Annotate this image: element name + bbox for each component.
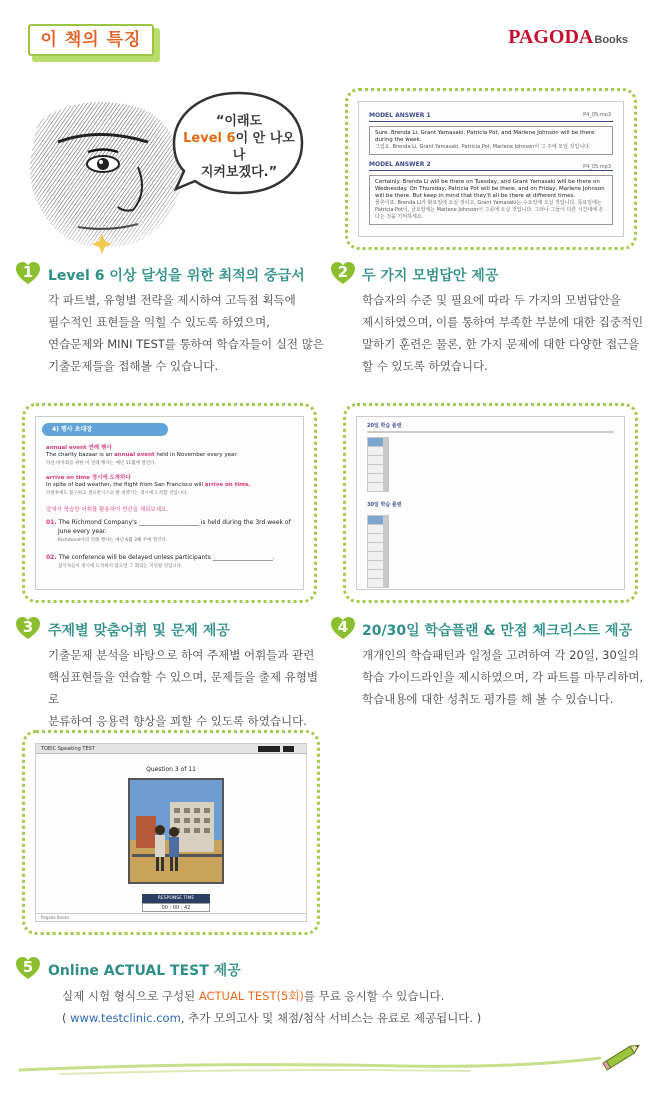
plan-20-day-table xyxy=(367,437,389,492)
study-plan-preview-card xyxy=(343,403,638,603)
model-answer-1-box: Sure. Brenda Li, Grant Yamasaki, Patricia Pot, and Marlene Johnson will be there during the week. 그럼요. Brenda Li, Grant Yamasaki, Patricia Pot, Marlene Johnson이 그 주에 모일 것입니다. xyxy=(369,126,613,155)
model-answer-preview xyxy=(358,101,624,237)
brand-logo: PAGODABooks xyxy=(508,26,628,48)
audio-file-label: P4_05.mp3 xyxy=(583,112,611,118)
vocabulary-preview-card xyxy=(22,403,317,603)
page-title: 이 책의 특징 xyxy=(28,24,154,56)
feature-5-description: 실제 시험 형식으로 구성된 ACTUAL TEST(5회)를 무료 응시할 수 있습니다. ( www.testclinic.com, 추가 모의고사 및 채점/첨삭 서비스는 유료로 제공됩니다. ) xyxy=(62,989,482,1025)
online-test-preview-card xyxy=(22,730,320,935)
feature-5-title: Online ACTUAL TEST 제공 xyxy=(48,963,241,979)
test-window-footer: Pagoda Books xyxy=(36,913,306,921)
test-window-button xyxy=(258,746,280,752)
response-time-label: RESPONSE TIME xyxy=(142,894,210,903)
model-answer-preview-card xyxy=(345,88,637,250)
model-answer-2-box: Certainly. Brenda Li will be there on Tuesday, and Grant Yamasaki will be there on Wednesday. On Thursday, Patricia Pot will be there, and on Friday, Marlene Johnson will be there. But keep in mind that they'll all be there at different times. 물론이죠. Brenda Li가 화요일에 오실 것이고, Grant Yamasaki는 수요일에 오실 것입니다. 목요일에는 Patricia Pot이, 금요일에는 Marlene Johnson이 그곳에 오실 것입니다. 그러나 그들이 다른 시간대에 온다는 것을 기억하세요. xyxy=(369,175,613,225)
feature-3-title: 주제별 맞춤어휘 및 문제 제공 xyxy=(48,623,230,639)
speech-bubble-text: “이래도 Level 6이 안 나오나 지켜보겠다.” xyxy=(183,114,295,180)
pencil-icon xyxy=(600,1040,644,1072)
exercise-instruction: 앞에서 학습한 어휘를 활용하여 빈칸을 채워보세요. xyxy=(46,507,169,513)
vocabulary-preview: 4) 행사 초대장 annual event 연례 행사 The charity bazaar is an annual event held in November every year. 자선 바자회를 위한 이 연례 행사는 매년 11월에 열린다. arrive on time 정시에 도착하다 In spite of bad weather, the flight from San Francisco will arrive on time. 악천후에도 불구하고 샌프란시스코 발 비행기는 정시에 도착할 것입니다. 앞에서 학습한 어휘를 활용하여 빈칸을 채워보세요. 01. The Richmond Company's ____________________ is held during the 3rd week of June every year. Richmond사의 연례 행사는 매년 6월 3째 주에 열린다. 02. The conference will be delayed unless participants ____________________. 참석자들이 정시에 도착하지 않으면 그 회의는 지연될 것입니다. xyxy=(35,416,304,590)
response-time-value: 00 : 00 : 42 xyxy=(142,903,210,912)
vocab-topic-tag: 4) 행사 초대장 xyxy=(42,423,168,436)
page-title-tag xyxy=(28,22,160,62)
test-window-button xyxy=(283,746,294,752)
feature-1-description: 각 파트별, 유형별 전략을 제시하여 고득점 획득에 필수적인 표현들을 익힐 수 있도록 하였으며, 연습문제와 MINI TEST를 통하여 학습자들이 실전 많은 기출문제들을 접해볼 수 있습니다. xyxy=(48,293,324,373)
feature-2-description: 학습자의 수준 및 필요에 따라 두 가지의 모범답안을 제시하였으며, 이를 통하여 부족한 부분에 대한 집중적인 말하기 훈련은 물론, 한 가지 문제에 대한 다양한 접근을 할 수 있도록 하였습니다. xyxy=(362,293,644,373)
plan-30-day-title: 30일 학습 플랜 xyxy=(367,502,402,508)
plan-20-day-title: 20일 학습 플랜 xyxy=(367,423,402,429)
feature-4-description: 개개인의 학습패턴과 일정을 고려하여 각 20일, 30일의 학습 가이드라인을 제시하였으며, 각 파트를 마무리하며, 학습내용에 대한 성취도 평가를 해 볼 수 있습니다. xyxy=(362,648,644,706)
feature-4-title: 20/30일 학습플랜 & 만점 체크리스트 제공 xyxy=(362,623,632,639)
audio-file-label: P4_05.mp3 xyxy=(583,164,611,170)
model-answer-2-heading: MODEL ANSWER 2 xyxy=(369,161,613,171)
feature-number-badge: 4 xyxy=(330,615,356,641)
question-counter: Question 3 of 11 xyxy=(146,766,196,773)
feature-number-badge: 1 xyxy=(15,260,41,286)
washington-portrait-illustration xyxy=(18,92,188,254)
study-plan-preview xyxy=(356,416,625,590)
vocab-term: annual event 연례 행사 xyxy=(46,445,112,451)
plan-30-day-table xyxy=(367,515,389,588)
feature-number-badge: 5 xyxy=(15,955,41,981)
feature-number-badge: 3 xyxy=(15,615,41,641)
test-window-titlebar: TOEIC Speaking TEST xyxy=(36,744,306,754)
online-test-preview xyxy=(35,743,307,922)
actual-test-highlight: ACTUAL TEST(5회) xyxy=(198,989,304,1003)
vocab-term: arrive on time 정시에 도착하다 xyxy=(46,475,131,481)
feature-number-badge: 2 xyxy=(330,260,356,286)
test-question-photo xyxy=(128,778,224,884)
feature-1-title: Level 6 이상 달성을 위한 최적의 중급서 xyxy=(48,268,305,284)
feature-3-description: 기출문제 분석을 바탕으로 하여 주제별 어휘들과 관련 핵심표현들을 연습할 수 있으며, 문제들을 출제 유형별로 분류하여 응용력 향상을 꾀할 수 있도록 하였습니다. xyxy=(48,648,318,728)
feature-2-title: 두 가지 모범답안 제공 xyxy=(362,268,499,284)
footer-swoosh-divider xyxy=(0,1040,650,1080)
model-answer-1-heading: MODEL ANSWER 1 xyxy=(369,112,613,122)
testclinic-link[interactable]: www.testclinic.com xyxy=(70,1011,181,1025)
